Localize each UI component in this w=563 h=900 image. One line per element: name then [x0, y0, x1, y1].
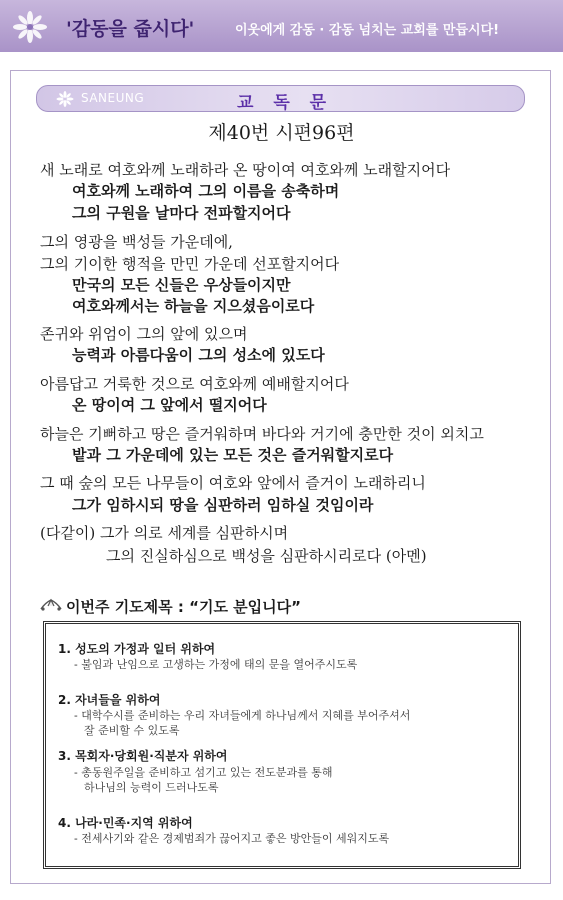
flower-icon	[55, 90, 75, 108]
psalm-line: 아름답고 거룩한 것으로 여호와께 예배할지어다	[40, 375, 349, 393]
flower-icon	[10, 10, 50, 44]
prayer-item-detail: 하나님의 능력이 드러나도록	[84, 781, 219, 794]
banner-slogan: '감동을 줍시다'	[66, 18, 195, 40]
psalm-line: 하늘은 기뻐하고 땅은 즐거워하며 바다와 거기에 충만한 것이 외치고	[40, 425, 484, 443]
psalm-line: 그의 기이한 행적을 만민 가운데 선포할지어다	[40, 255, 340, 273]
banner-subtitle: 이웃에게 감동 · 감동 넘치는 교회를 만듭시다!	[235, 23, 500, 38]
psalm-line: 그의 진실하심으로 백성을 심판하시리로다 (아멘)	[106, 547, 427, 565]
psalm-line: 온 땅이여 그 앞에서 떨지어다	[72, 396, 267, 414]
psalm-line: 능력과 아름다움이 그의 성소에 있도다	[72, 346, 325, 364]
prayer-item-detail: - 전세사기와 같은 경제범죄가 끊어지고 좋은 방안들이 세워지도록	[74, 832, 390, 845]
prayer-item-title: 2. 자녀들을 위하여	[58, 693, 161, 707]
prayer-item-title: 1. 성도의 가정과 일터 위하여	[58, 642, 216, 656]
prayer-item-detail: 잘 준비할 수 있도록	[84, 724, 180, 737]
praying-hands-icon	[39, 597, 63, 613]
prayer-item-title: 3. 목회자·당회원·직분자 위하여	[58, 749, 228, 763]
psalm-line: 존귀와 위엄이 그의 앞에 있으며	[40, 325, 248, 343]
psalm-line: 밭과 그 가운데에 있는 모든 것은 즐거워할지로다	[72, 446, 394, 464]
psalm-title: 제40번 시편96편	[208, 122, 355, 144]
top-banner	[0, 0, 563, 52]
psalm-line: 그가 임하시되 땅을 심판하러 임하실 것임이라	[72, 496, 374, 514]
psalm-line: 여호와께 노래하여 그의 이름을 송축하며	[72, 182, 340, 200]
psalm-line: 그 때 숲의 모든 나무들이 여호와 앞에서 즐거이 노래하리니	[40, 474, 426, 492]
brand-label: SANEUNG	[81, 91, 145, 105]
prayer-item-title: 4. 나라·민족·지역 위하여	[58, 816, 193, 830]
prayer-heading: 이번주 기도제목 : “기도 분입니다”	[66, 598, 301, 616]
section-header	[36, 85, 525, 112]
psalm-line: 그의 영광을 백성들 가운데에,	[40, 233, 233, 251]
psalm-line: 새 노래로 여호와께 노래하라 온 땅이여 여호와께 노래할지어다	[40, 161, 451, 179]
prayer-item-detail: - 대학수시를 준비하는 우리 자녀들에게 하나님께서 지혜를 부어주셔서	[74, 709, 411, 722]
section-title: 교 독 문	[237, 93, 334, 113]
psalm-line: 만국의 모든 신들은 우상들이지만	[72, 276, 291, 294]
prayer-item-detail: - 총동원주일을 준비하고 섬기고 있는 전도분과를 통해	[74, 766, 333, 779]
psalm-line: (다같이) 그가 의로 세계를 심판하시며	[40, 524, 289, 542]
psalm-line: 그의 구원을 날마다 전파할지어다	[72, 204, 291, 222]
prayer-item-detail: - 불임과 난임으로 고생하는 가정에 태의 문을 열어주시도록	[74, 658, 358, 671]
psalm-line: 여호와께서는 하늘을 지으셨음이로다	[72, 297, 315, 315]
